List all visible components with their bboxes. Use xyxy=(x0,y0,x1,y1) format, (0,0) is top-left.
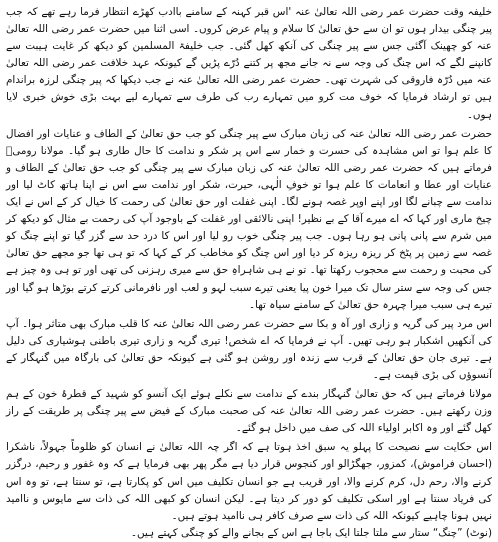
paragraph-5: اس حکایت سے نصیحت کا پہلو یہ سبق اخذ ہوتا ہے کہ اگر چہ اللہ تعالیٰ نے انسان کو ظلوماً جہولاً، ناشکرا (احسان فراموش)، کمزور، جھگڑالو اور کنجوس قرار دیا ہے مگر پھر بھی فرمایا ہے کہ وہ غفور و رحیم، درگزر کرنے والا، رحم دل، کرم کرنے والا، اور قریب ہے جو انسان تکلیف میں اس کو پکارتا ہے، تو سنتا ہے، تو وہ اس کی فریاد سنتا ہے اور اسکی تکلیف کو دور کر دیتا ہے۔ لیکن انسان کو کبھی اللہ کی ذات سے مایوس و ناامید نہیں ہونا چاہیے کیونکہ اللہ کی ذات سے صرف کافر ہی ناامید ہوتے ہیں۔ xyxy=(6,441,492,522)
paragraph-3: اس مرد پیر کی گریہ و زاری اور آہ و بکا سے حضرت عمر رضی اللہ تعالیٰ عنہ کا قلب مبارک بھی متاثر ہوا۔ آپ کی آنکھیں اشکبار ہو رہی تھیں۔ آپ نے فرمایا کہ اے شخص! تیری گریہ و زاری تیری باطنی ہوشیاری کی دلیل ہے۔ تیری جان حق تعالیٰ کے قرب سے زندہ اور روشن ہو گئی ہے کیونکہ حق تعالیٰ کی بارگاہ میں گنہگار کے آنسوؤں کی بڑی قیمت ہے۔ xyxy=(6,317,492,381)
footnote: (نوٹ) ”چنگ“ ستار سے ملتا جلتا ایک باجا ہے اس کے بجانے والے کو چنگی کہتے ہیں۔ xyxy=(130,526,492,539)
paragraph-2: حضرت عمر رضی اللہ تعالیٰ عنہ کی زبان مبارک سے پیر چنگی کو جب حق تعالیٰ کے الطاف و عنایات اور افضال کا علم ہوا تو اس مشاہدہ کی حسرت و خمار سے اس پر شکر و ندامت کا حال طاری ہو گیا۔ مولانا رومیؒ فرماتے ہیں کہ حضرت عمر رضی اللہ تعالیٰ عنہ کی زبان مبارک سے پیر چنگی کو جب حق تعالیٰ کے الطاف و عنایات اور عطا و انعامات کا علم ہوا تو خوفِ الٰہی، حیرت، شکر اور ندامت سے اس نے اپنا ہاتھ کاٹ لیا اور ندامت سے چبانے لگا اور اپنے اوپر غصہ ہونے لگا۔ اپنی غفلت اور حق تعالیٰ کی رحمت کا خیال کر کے اس نے ایک چیخ ماری اور کہا کہ اے میرے آقا کے بے نظیر! اپنی نالائقی اور غفلت کے باوجود آپ کی رحمت بے مثال کو دیکھ کر میں شرم سے پانی پانی ہو رہا ہوں۔ جب پیر چنگی خوب رو لیا اور اس کا درد حد سے گزر گیا تو اپنے چنگ کو غصہ سے زمین پر پٹخ کر ریزہ ریزہ کر دیا اور اس چنگ کو مخاطب کر کے کہا کہ تو ہی تھا جو مجھے حق تعالیٰ کی محبت و رحمت سے محجوب رکھتا تھا۔ تو نے ہی شاہراہِ حق سے میری رہزنی کی تھی اور تو ہی وہ چیز ہے جس کی وجہ سے ستر سال تک میرا خون پیا یعنی تیرے سبب لہو و لعب اور نافرمانی کرتے کرتے بوڑھا ہو گیا اور تیرے ہی سبب میرا چہرہ حق تعالیٰ کے سامنے سیاہ تھا۔ xyxy=(6,127,492,311)
paragraph-1: خلیفہ وقت حضرت عمر رضی اللہ تعالیٰ عنہ 'اس قبر کہنہ کے سامنے باادب کھڑے انتظار فرما رہے تھے کہ جب پیر چنگی بیدار ہوں تو ان سے حق تعالیٰ کا سلام و پیام عرض کروں۔ اسی اثنا میں حضرت عمر رضی اللہ تعالیٰ عنہ کو چھینک آگئی جس سے پیر چنگی کی آنکھ کھل گئی۔ جب خلیفۃ المسلمین کو دیکھ کر غایت ہیبت سے کانپنے لگے کہ اس چنگ کی وجہ سے نہ جانے مجھ پر کتنے دُرّے پڑیں گے کیونکہ عہد خلافت عمر رضی اللہ تعالیٰ عنہ میں دُرّہ فاروقی کی شہرت تھی۔ حضرت عمر رضی اللہ تعالیٰ عنہ نے جب دیکھا کہ پیر چنگی لرزہ براندام ہیں تو ارشاد فرمایا کہ خوف مت کرو میں تمہارے رب کی طرف سے تمہارے لیے بہت بڑی خوش خبری لایا ہوں۔ xyxy=(6,6,492,121)
paragraph-4: مولانا فرماتے ہیں کہ حق تعالیٰ گنہگار بندے کے ندامت سے نکلے ہوئے ایک آنسو کو شہید کے قطرۂ خون کے ہم وزن رکھتے ہیں۔ حضرت عمر رضی اللہ تعالیٰ عنہ کی صحبت مبارک کے فیض سے پیر چنگی پر طریقت کے راز کھل گئے اور وہ اکابر اولیاء اللہ کی صف میں داخل ہو گئے۔ xyxy=(6,388,492,435)
